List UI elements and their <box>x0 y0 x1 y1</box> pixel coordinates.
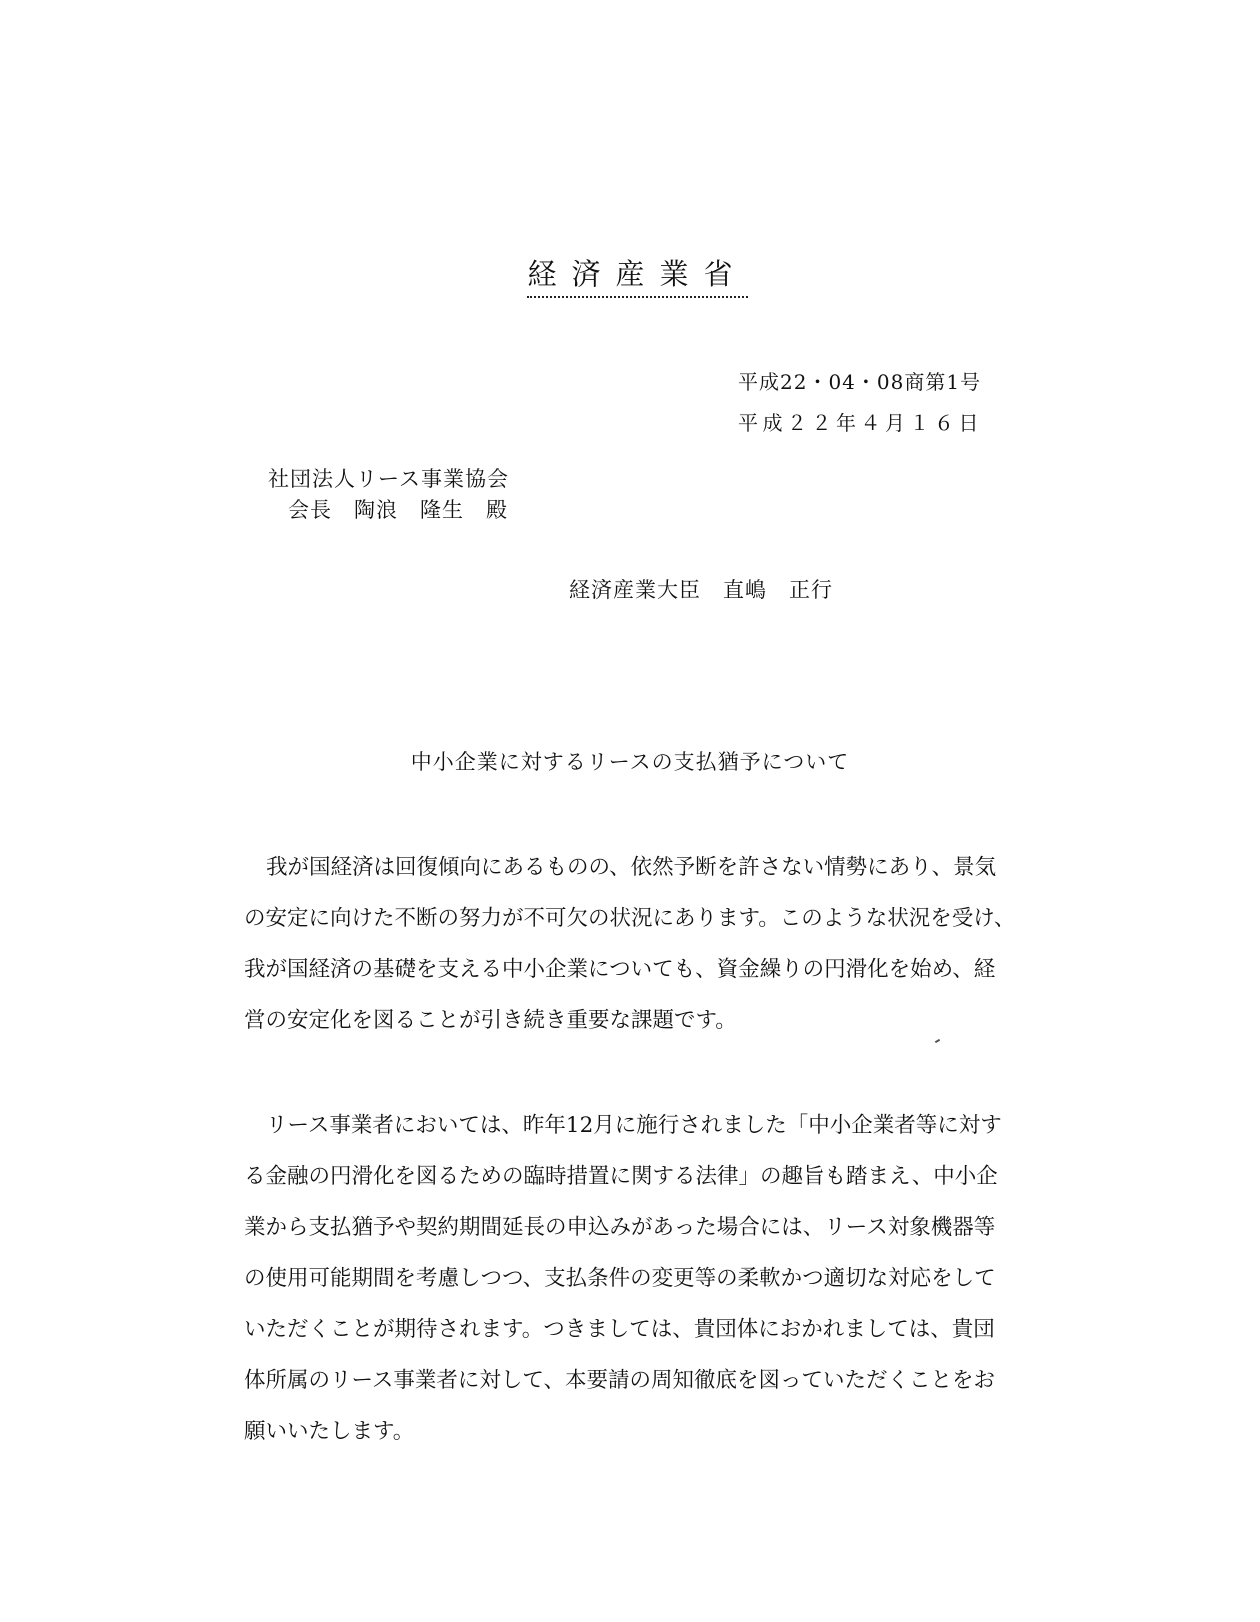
body-paragraph-2 <box>244 1100 1002 1457</box>
paragraph-line: 我が国経済の基礎を支える中小企業についても、資金繰りの円滑化を始め、経 <box>244 957 996 982</box>
paragraph-line: 体所属のリース事業者に対して、本要請の周知徹底を図っていただくことをお <box>244 1368 995 1393</box>
ministry-name: 経済産業省 <box>527 252 747 298</box>
paragraph-line: 業から支払猶予や契約期間延長の申込みがあった場合には、リース対象機器等 <box>244 1215 996 1240</box>
paragraph-line: 願いいたします。 <box>244 1419 415 1444</box>
addressee-person: 会長 陶浪 隆生 殿 <box>288 498 508 522</box>
paragraph-line: 我が国経済は回復傾向にあるものの、依然予断を許さない情勢にあり、景気 <box>266 855 997 880</box>
document-number: 平成22・04・08商第1号 <box>738 370 982 394</box>
paragraph-line: の安定に向けた不断の努力が不可欠の状況にあります。このような状況を受け、 <box>244 906 1016 931</box>
sender-name: 経済産業大臣 直嶋 正行 <box>569 578 833 602</box>
addressee-organization: 社団法人リース事業協会 <box>268 467 509 491</box>
paragraph-line: いただくことが期待されます。つきましては、貴団体におかれましては、貴団 <box>244 1317 995 1342</box>
document-date: 平成２２年４月１６日 <box>738 411 983 435</box>
paragraph-line: 営の安定化を図ることが引き続き重要な課題です。 <box>244 1008 737 1033</box>
paragraph-line: る金融の円滑化を図るための臨時措置に関する法律」の趣旨も踏まえ、中小企 <box>244 1164 998 1189</box>
paragraph-line: リース事業者においては、昨年12月に施行されました「中小企業者等に対す <box>266 1113 1002 1138</box>
paragraph-line: の使用可能期間を考慮しつつ、支払条件の変更等の柔軟かつ適切な対応をして <box>244 1266 996 1291</box>
body-paragraph-1 <box>244 842 1015 1046</box>
ministry-header <box>0 252 1260 298</box>
subject-title: 中小企業に対するリースの支払猶予について <box>410 750 850 774</box>
